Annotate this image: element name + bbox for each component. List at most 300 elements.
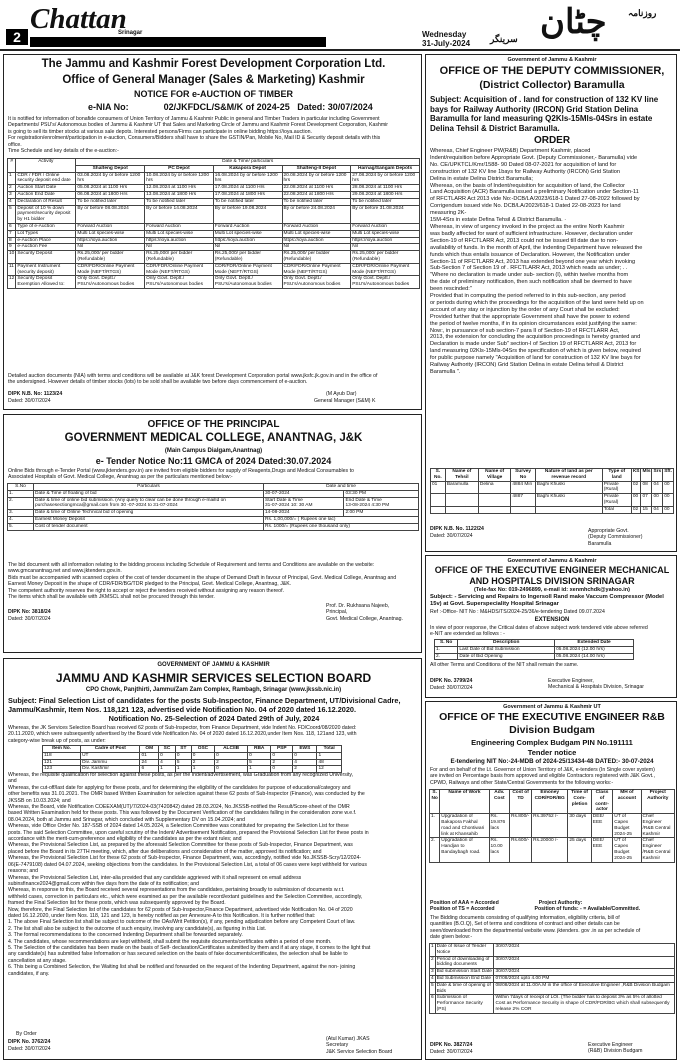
table-cell: CDR/FDR/Online Payment Mode (NEFT/RTGS) [76,263,145,276]
table-cell: 05.08.2024 at 1100 Hrs [76,185,145,192]
table-cell: 1 [159,766,176,773]
text-line: Delina in estate Delina District Baramulla; [430,175,533,182]
ad4-subtitle: (District Collector) Baramulla [479,79,625,91]
gmc-anantnag-tender-notice [3,414,422,653]
text-line: been rescinded:" [430,286,472,293]
table-cell: Forward Auction [213,223,282,230]
text-line: of RFCTLARR Act 2013 vide No:-DCB/LA/2023/618-1 Dated 27-08-2022 followed by [430,196,640,203]
text-line: the period of twelve months, if in its opinion circumstances exist justifying the same: [430,320,637,327]
table-cell: Cost of TD [510,790,532,814]
page-number: 2 [6,29,28,45]
table-cell: DEE/ EEE [591,814,613,838]
table-cell: 30/07/2024 [494,956,675,969]
ad4-government: Government of Jammu & Kashmir [507,57,597,63]
table-cell: Nature of land as per revenue record [535,469,602,482]
schedule-row [8,172,420,185]
table-cell: 22.08.2024 at 1100 Hrs [282,185,351,192]
table-cell: ST [175,746,191,753]
ad1-dated: Dated: 30/07/2024 [8,398,51,404]
table-cell: 03:30 PM [344,490,419,497]
table-cell: Rs.800/- [510,814,532,838]
ad5-reference: Ref :-Office- NIT No : M&HDS/TS/2024-25/36/e-tendering Dated 09.07.2024 [430,609,605,615]
table-cell: 13.08.2024 at 1800 Hrs [145,191,214,198]
text-line: Whereas, the Provisional Selection List, as prepared by the aforesaid Selection Committee for these posts of Sub-Inspector, Finance Department, was [8,842,353,849]
table-cell: Class of contr-actor [591,790,613,814]
ad6-body: The Bidding documents consisting of qualifying information, eligibility criteria, bill of quantities (B.O.Q), Set of terms and conditions of contract and other details can be seen/downloaded from the departmental website www. jktenders. gov .in as per schedule of date given below:- [430,915,641,941]
table-cell: Rs.25,000/ per bidder (Refundable) [76,251,145,264]
table-cell: 08/08/2024 at 11.00A.M in the office of Executive Engineer ,R&B Division Budgam [494,982,675,995]
table-cell: Only Govt. Deptt./ PSU's/Autonomous bodies [282,276,351,289]
table-cell: 2 [8,185,16,192]
ad6-subtitle: Division Budgam [509,724,595,736]
table-cell: Earnest Money Deposit [34,516,264,523]
ad2-tender-number: e- Tender Notice No:11 GMCA of 2024 Dated:30.07.2024 [95,456,332,466]
table-cell: 0 [271,766,293,773]
table-cell: Srs [652,469,663,482]
table-cell [445,494,478,507]
schedule-row [430,982,675,995]
text-line: Corrigendum issued vide No. DCB/LA/2023/618-1 Dated 22-08-2023 for land [430,203,621,210]
text-line: the date of preliminary notification, then such notification shall be deemed to have [430,279,632,286]
table-cell: Upgradation of Handjan to Bandaybagh road. [440,838,489,862]
table-cell: Div. Kashmir [81,766,140,773]
table-cell: 6 [430,995,436,1013]
text-line: Provided that in computing the period referred to in this sub-section, any period [430,293,626,300]
text-line: 06(E-7479108) dated 04.07.2024, seeking objections from the candidates. In the Provisional Selection List, a total of 06 cases were kept withheld for various [8,861,368,868]
table-cell: 07/08/2024 upto 4.00 PM [494,975,675,982]
table-cell: 118 [43,752,81,759]
schedule-row [8,497,419,510]
table-cell: Rs.25,000/ per bidder (Refundable) [145,251,214,264]
table-cell [535,506,602,513]
schedule-row [430,969,675,976]
table-cell: SC [159,746,176,753]
ad6-title: OFFICE OF THE EXECUTIVE ENGINEER R&B [439,711,665,723]
text-line: land measuring 02Kls-15Mls-04Srs the specification of which is given below, required [430,348,641,355]
text-line: 15M-4Srs in estate Defina Tehsil & District Baramulla. · [430,217,567,224]
ad6-dipk: DIPK No. 3827/24 [430,1042,473,1048]
ad6-tender-heading: Tender notice [527,748,577,757]
table-cell: By or before 19.08.2024 [213,205,282,223]
schedule-row [8,516,419,523]
table-cell: To be notified later [213,198,282,205]
schedule-row [8,191,420,198]
post-row [43,752,342,759]
table-cell: 5 [8,205,16,223]
table-cell: Project Authority [641,790,675,814]
table-cell: Only Govt. Deptt./ PSU's/Autonomous bodies [76,276,145,289]
table-cell: 20.08.2024 by or before 1200 hrs [282,172,351,185]
table-cell: 0 [175,752,191,759]
schedule-row [430,995,675,1013]
ad4-title: OFFICE OF THE DEPUTY COMMISSIONER, [439,65,665,77]
table-cell: 1 [248,766,271,773]
table-cell: 05.08.2024 (12.00 hrs) [555,646,634,653]
table-cell: To be notified later [351,198,420,205]
ad4-body [430,148,676,376]
table-cell: 8 [8,237,16,244]
text-line: dated 16.12.2020, under Item Nos. 118, 121 and 123, is hereby notified as per Annexure-A to this Notification. It is further notified that: [8,912,316,919]
table-cell: 2 [191,759,214,766]
text-line: 6. This being a Combined Selection, the Waiting list shall be notified and forwarded on the request of the Indenting Department, against the non- joining [8,964,356,971]
table-cell: Private (Rural) [602,494,631,507]
table-cell: Auction Start Date [16,185,76,192]
ad2-dated: Dated: 30/07/2024 [8,616,51,622]
table-cell: 30/07/2024 [494,944,675,957]
schedule-row [8,244,420,251]
table-cell: 15 [641,506,652,513]
jkssb-selection-notification [3,658,422,1060]
table-cell: Security Deposit Exemption Allowed to: [16,276,76,289]
table-cell: Adv. Cost [489,790,510,814]
table-cell: Total [317,746,342,753]
ad5-signature: Executive Engineer, Mechanical & Hospitals Division, Srinagar [548,678,645,691]
schedule-row [430,956,675,969]
table-cell: Nil [282,244,351,251]
mechanical-hospitals-extension-notice [425,555,677,698]
text-line: reasons; and [8,868,38,875]
table-cell: Name of Work [440,790,489,814]
ad5-subject: Subject: - Servicing and Repairs to Ingersoll Rand make Vaccum Compressor (Model 15v) at Govt. Superspeciality Hospital Srinagar [430,594,664,607]
table-cell: 6 [140,766,159,773]
text-line: Land Acquisition (ACR) Baramulla issued a preliminary Notification under Section-11 [430,189,639,196]
table-cell: Date & Time of floating of bid [34,490,264,497]
table-cell: 5 [248,759,271,766]
table-cell: 17.08.2024 at 1100 Hrs [213,185,282,192]
table-cell: 2 [430,956,436,969]
table-cell: Only Govt. Deptt./ PSU's/Autonomous bodies [351,276,420,289]
table-cell [445,506,478,513]
table-cell: 0 [215,766,248,773]
table-cell: 30 days [568,814,591,838]
table-cell: Multi Lot species-wise [213,230,282,237]
table-cell: e-Auction Place [16,237,76,244]
ad6-works-table [429,789,675,863]
table-cell: 04 [652,481,663,494]
table-cell: Item No. [43,746,81,753]
rnb-budgam-tender-notice [425,701,677,1060]
text-line: Whereas, in view of urgency invoked in the project as the entire North Kashmir [430,223,625,230]
text-line: measuring 2K- [430,210,467,217]
table-cell: Baghi Khuski [535,481,602,494]
table-cell: e-Auction Fee [16,244,76,251]
ad3-posts-table [42,745,342,773]
schedule-row [8,198,420,205]
table-cell: By or before 24.08.2024 [282,205,351,223]
ad4-order-heading: ORDER [533,135,571,146]
table-cell: Declaration of Result [16,198,76,205]
ad2-campus: (Main Campus Dialgam,Anantnag) [164,448,263,454]
table-cell: 01 [140,752,159,759]
text-line: Railway Authority (IRCON) Grid Station Delina in estate Delina tehsil & District [430,362,624,369]
table-cell: UT [81,752,140,759]
ad1-subtitle: Office of General Manager (Sales & Marketing) Kashmir [62,74,365,86]
ad3-dipk: DIPK No. 3762/24 [8,1039,51,1045]
ad2-signature: Prof. Dr. Rukhsana Najeeb, Principal, Govt. Medical College, Anantnag. [326,603,403,622]
table-header-row [430,790,675,814]
masthead [0,0,680,50]
table-cell: 06.08.2024 at 1800 Hrs [76,191,145,198]
schedule-row [430,944,675,957]
ad5-subtitle: AND HOSPITALS DIVISION SRINAGAR [469,576,635,586]
work-row [430,814,675,838]
table-cell: Multi Lot species-wise [76,230,145,237]
table-cell: 1 [175,766,191,773]
table-cell: OM [140,746,159,753]
table-cell: UT of Capex Budget 2024-25 [613,814,641,838]
table-cell: 4887 [511,494,535,507]
ad4-signature: Appropriate Govt. (Deputy Commissioner) Baramulla [588,528,643,547]
text-line: framed the Final Selection list for these posts, which was subsequently approved by the Board. [8,900,226,907]
table-cell: 3 [8,191,16,198]
ad4-dipk: DIPK N.B. No. 1122/24 [430,526,484,532]
text-line: candidates, if any. [8,970,50,977]
table-header-row [43,746,342,753]
land-row [431,506,674,513]
table-cell: Only Govt. Deptt./ PSU's/Autonomous bodies [213,276,282,289]
text-line: 3. The formal recommendations to the concerned Indenting Department shall be forwarded separately. [8,932,243,939]
text-line: 5. The Selection of the candidates has been made on the basis of Self- declaration/Certificates submitted by them and if at any stage, it comes to the light that [8,944,371,951]
text-line: account of any stay or injunction by the order of any Court shall be excluded: [430,306,620,313]
table-cell: PSP [271,746,293,753]
table-cell: https://ioya.auction [351,237,420,244]
table-cell: 12 [8,276,16,289]
table-cell: Last Date of Bid Submission [458,646,555,653]
table-cell: 4. [8,516,34,523]
table-cell: CDR / FDR / Online security deposit end date [16,172,76,185]
ad3-by-order: By Order [16,1031,37,1037]
table-cell: 1 [191,766,214,773]
text-line: "Where no declaration is made under sub- section (I), within twelve months from [430,272,629,279]
text-line: funds which thus entails issuance of Declaration. However, the Notification under [430,251,630,258]
table-cell [478,506,511,513]
text-line: Whereas, the requisite qualification for selection against these posts, as per the Indent/advertisement, was Graduation from any recognized University, [8,772,354,778]
text-line: withheld cases, correction in particulars etc., which were examined as per the available record/extant guidelines and the Selection Committee, accordingly, [8,893,363,900]
text-line: Whereas, the Board, vide Notification COEEXAM(UT)/7/2024-03(7420842) dated 28.03.2024, No.JKSSB-notified the Result/Score-sheet of the OMR [8,804,350,811]
table-cell: 00 [663,494,674,507]
table-cell: 2 [271,759,293,766]
table-cell: 00 [663,481,674,494]
table-cell: Mls [641,469,652,482]
table-header-row [435,640,634,647]
table-cell: 0 [159,752,176,759]
text-line: 1. The above Final Selection list shall be subject to outcome of the OAs/Writ Petition(s), if any, pending adjudication before any Competent Court of law. [8,919,356,926]
table-cell: Rs.20000 /- [532,838,568,862]
table-cell: 1. [430,814,440,838]
table-cell: ALC/IB [215,746,248,753]
table-cell: 30/07/2024 [494,969,675,976]
table-cell: 5. [8,523,34,530]
schedule-row [8,490,419,497]
table-cell: Cadre of Post [81,746,140,753]
table-cell: 48 [317,759,342,766]
table-cell: Deposit of 10 % down payment/security deposit by H1 bidder [16,205,76,223]
table-cell: Rs.25,000/ per bidder (Refundable) [351,251,420,264]
ad1-intro: It is notified for information of bonafide consumers of Union Territory of Jammu & Kashmir Public in general and Timber Traders in particular including Government Departments/ PSU's/ Autonomous bodies of Jammu & Kashmir UT that Sales and Marketing Circle of Jammu and Kashmir Forest Development Corporation, Kashmir is going to sell its timber stocks at various sale depots. Interested persons/Firms can participate in online bidding https://ioya.auction. For registration/enrolment/participation in e-auction, Consumers/Bidders shall have to share the GSTIN/Pan, Mobile No, Mail ID & Security deposit details with this office. Time Schedule and key details of the e-auction:- [8,116,389,155]
table-cell: 29.08.2024 at 1800 Hrs [351,191,420,198]
text-line: posts. The said Selection Committee, upon careful scrutiny of the Indent/ Advertisement Notification, prepared the Provisional Selection List for these posts in [8,829,369,836]
table-cell: Submission of Performance Security (PS) [435,995,494,1013]
table-cell: Forward Auction [351,223,420,230]
table-cell: 2. [435,653,458,660]
ad6-government: Government of Jammu & Kashmir UT [503,704,601,710]
table-cell: By or before 08.08.2024 [76,205,145,223]
ad3-dated: Dated: 30/07/2024 [8,1046,51,1052]
ad2-subtitle: GOVERNMENT MEDICAL COLLEGE, ANANTNAG, J&K [64,432,363,444]
text-line: construction of 132 KV line 1bays for Railway Authority (IRCON) Grid Station [430,168,620,175]
ad5-body: In view of poor response, the Critical dates of above subject work tendered vide above referred e-NIT are extended as follows : - [430,625,648,638]
table-cell: https://ioya.auction [282,237,351,244]
schedule-row [8,230,420,237]
table-cell: Payment Instrument (security deposit) [16,263,76,276]
text-line: Now:, in pursuance of sub section-7 para II of Section-19 of RFCTLARR Act, [430,327,620,334]
ad1-nia-number: e-NIA No: 02/JKFDCL/S&M/K of 2024-25 Dated: 30/07/2024 [88,102,373,112]
table-cell: 00 [652,494,663,507]
ad1-schedule-table: # Activity Date & Time/ particulars Shalteng Depot PC Depot Kakapora Depot Shalteng-II Depot Harnag/Sangam Depots 1 CDR / FDR / Online security deposit end date 03.08.2024 by or before 1200 hrs 10.08.2024 by or before 1200 hrs 16.08.2024 by or before 1200 hrs 20.08.2024 by or before 1200 hrs 27.08.2024 by or before 1200 hrs 2 Auction Start Date 05.08.2024 at 1100 Hrs 12.08.2024 at 1100 Hrs 17.08.2024 at 1100 Hrs 22.08.2024 at 1100 Hrs 28.08.2024 at 1100 Hrs 3 Auction End Date 06.08.2024 at 1800 Hrs 13.08.2024 at 1800 Hrs 17.08.2024 at 1800 Hrs 22.08.2024 at 1800 Hrs 29.08.2024 at 1800 Hrs 4 Declaration of Result To be notified later To be notified later To be notified later To be notified later To be notified later 5 Deposit of 10 % down payment/security deposit by H1 bidder By or before 08.08.2024 By or before 14.08.2024 By or before 19.08.2024 By or before 24.08.2024 By or before 31.08.2024 6 Type of e-Auction Forward Auction Forward Auction Forward Auction Forward Auction Forward Auction 7 Lot Types Multi Lot species-wise Multi Lot species-wise Multi Lot species-wise Multi Lot species-wise Multi Lot species-wise 8 e-Auction Place https://ioya.auction https://ioya.auction https://ioya.auction https://ioya.auction https://ioya.auction 9 e-Auction Fee Nil Nil Nil Nil Nil 10 Security Deposit Rs.25,000/ per bidder (Refundable) Rs.25,000/ per bidder (Refundable) Rs.25,000/ per bidder (Refundable) Rs.25,000/ per bidder (Refundable) Rs.25,000/ per bidder (Refundable) 11 Payment Instrument (security deposit) CDR/FDR/Online Payment Mode (NEFT/RTGS) CDR/FDR/Online Payment Mode (NEFT/RTGS) CDR/FDR/Online Payment Mode (NEFT/RTGS) CDR/FDR/Online Payment Mode (NEFT/RTGS) CDR/FDR/Online Payment Mode (NEFT/RTGS) 12 Security Deposit Exemption Allowed to: Only Govt. Deptt./ PSU's/Autonomous bodies Only Govt. Deptt./ PSU's/Autonomous bodies Only Govt. Deptt./ PSU's/Autonomous bodies Only Govt. Deptt./ PSU's/Autonomous bodies Only Govt. Deptt./ PSU's/Autonomous bodies [7,158,420,289]
ad6-positions: Position of AAA = Accorded Project Authority: Position of TS = Accorded Position of funds: - = Available/Committed. [430,900,641,913]
dc-baramulla-land-acquisition-order [425,54,677,552]
text-line: was badly affected for want of sufficient infrastructure. However, declaration under [430,230,633,237]
schedule-row [430,975,675,982]
urdu-masthead-right: روزنامہ [628,8,657,18]
text-line: JKSSB on 10.03.2024; and [8,797,71,804]
table-cell: Nil [213,244,282,251]
table-cell: Rs.39752 /- [532,814,568,838]
table-cell: 4 [431,975,434,981]
ad6-nit-number: E-tendering NIT No:-24-MDB of 2024-25/13434-48 DATED:- 30-07-2024 [450,758,654,765]
table-cell: Date & time of online bid submission. (Any query to clear can be done through e-mailId on purchasesectiongmca@gmail.com from 30 -07-2024 to 31-07-2024 [34,497,264,510]
table-cell: Rs.25,000/ per bidder (Refundable) [213,251,282,264]
table-cell: S. No. [431,469,446,482]
text-line: No. CE/UPKTCL/Kmr/1588- 90 Dated 08-07-2021 for acquisition of land for [430,161,617,168]
table-cell [431,494,446,507]
table-cell: Date of Bid Opening [458,653,555,660]
table-cell: 04 [652,506,663,513]
text-line: for public purpose namely "Acquisition of land for construction of 132 KV line bays for [430,355,641,362]
table-cell: 0 [215,752,248,759]
urdu-city: سرینگر [490,34,518,44]
schedule-row [8,263,420,276]
table-cell: 0 [191,752,214,759]
table-cell: 1 [8,172,16,185]
table-cell [511,506,535,513]
date-row [435,646,634,653]
ad3-government: GOVERNMENT OF JAMMU & KASHMIR [157,662,270,668]
table-cell: 1 [317,752,342,759]
ad6-intro: For and on behalf of the Lt. Governor of Union Territory of J&K, e-tenders (In Single cover system) are invited on Percentage basis from approved and eligible Contractors registered with J&K Govt., CPWD, Railways and other State/Central Governments for the following works:- [430,767,655,786]
ad5-footer: All other Terms and Conditions of the NIT shall remain the same. [430,662,579,668]
table-cell: To be notified later [76,198,145,205]
table-cell: 10.08.2024 by or before 1200 hrs [145,172,214,185]
table-cell: 12 [317,766,342,773]
table-header-row [431,469,674,482]
table-cell: Rs.25,000/ per bidder (Refundable) [282,251,351,264]
table-cell: Chief Engineer /R&B Central Kashmir [641,814,675,838]
text-line: Whereas, Chief Engineer PW(R&B) Department Kashmir, placed [430,148,591,154]
table-cell: 7 [8,230,16,237]
table-cell: S. No [430,790,440,814]
table-cell: Only Govt. Deptt./ PSU's/Autonomous bodies [145,276,214,289]
ad3-subject: Subject: Final Selection List of candidates for the posts Sub-Inspector, Finance Department, UT/Divisional Cadre, Jammu/Kashmir, Item Nos. 118,121 123, advertised vide Notification No. 04 of 2020 dated 16.12.2020. Notification No. 25-Selection of 2024 Dated 29th of July, 2024 [8,696,401,723]
text-line: Provided further that the appropriate Government shall have the power to extend [430,313,630,320]
table-cell: S. No [435,640,458,647]
table-cell: Emoney CDR/FDR/BG [532,790,568,814]
text-line: Whereas, the cut-off/last date for applying for these posts, and for determining the eligibility of the candidates for purpose of educational/category and [8,784,351,791]
table-cell: Private (Rural) [602,481,631,494]
table-cell: 2 [293,766,317,773]
text-line: Section-11 of RFCTLARR Act, 2013 has extended beyond one year which invoking [430,258,636,265]
table-cell: Multi Lot species-wise [145,230,214,237]
table-cell: Multi Lot species-wise [282,230,351,237]
ad2-schedule-table: S.No Particulars Date and time 1. Date & Time of floating of bid 30-07-2024 03:30 PM 2. Date & time of online bid submission. (Any query to clear can be done through e-mailId on purchasesectiongmca@gmail.com from 30 -07-2024 to 31-07-2024 Start Date & Time 31-07-2024 10: 30 AM End Date & Time 13-08-2024 4:30 PM 3. Date & time of Online Technical bid of opening 14-08-2024 2:00 PM 4. Earnest Money Deposit Rs. 1,00,000/= ( Rupees one lac) 5. Cost of tender document Rs. 1000/= (Rupees one thousand only) [7,483,419,531]
table-cell: Multi Lot species-wise [351,230,420,237]
ad5-dated: Dated: 30/07/2024 [430,685,473,691]
text-line: 08.04.2024, both at Jammu and Srinagar, which concluded with Supplementary DV on 15.04.2024; and [8,816,246,823]
table-cell: 07 [641,494,652,507]
ad4-land-table [430,468,674,514]
table-cell: 2. [8,497,34,510]
table-cell: 4 [293,759,317,766]
ad6-address: Engineering Complex Budgam PIN No.191111 [471,738,633,747]
text-line: Section-19 of RFCTLARR Act, 2013 could not be issued till date due to non- [430,237,619,244]
ad5-title: OFFICE OF THE EXECUTIVE ENGINEER MECHANICAL [434,565,670,575]
table-cell: Chief Engineer /R&B Central Kashmir [641,838,675,862]
table-cell: OSC [191,746,214,753]
table-cell: Within 7days of receipt of LOI. (The bidder has to deposit 3% as 5% of allotted Cost as Performance Security in shape of CDR/FDR/BG which shall subsequently release 2% COR [494,995,675,1013]
land-row [431,481,674,494]
table-cell: 30-07-2024 [264,490,344,497]
table-cell: Extended Date [555,640,634,647]
table-cell: 9 [8,244,16,251]
table-cell: Rs. 1000/= (Rupees one thousand only) [264,523,419,530]
table-cell: Period of downloading of bidding documents [435,956,494,969]
masthead-day: Wednesday [422,30,467,39]
table-cell: UT of Capex Budget 2024-25 [613,838,641,862]
schedule-row [8,205,420,223]
table-cell: 4 [8,198,16,205]
table-cell [431,506,446,513]
table-cell: 05.08.2024 (14.00 hrs) [555,653,634,660]
schedule-row [8,237,420,244]
schedule-row [8,185,420,192]
table-cell: Forward Auction [76,223,145,230]
table-cell: RBA [248,746,271,753]
table-cell: 28.08.2024 at 1100 Hrs [351,185,420,192]
table-cell: Nil [145,244,214,251]
text-line: other benefits was 31.01.2021. The OMR based Written Examination for selection against these 62 posts of Sub-Inspector (Finance), was conducted by the [8,791,365,798]
table-cell: KS [631,469,641,482]
text-line: Whereas, in response to this, the Board received several representations from the candidates, pertaining broadly to submission of documents w.r.t. [8,887,345,894]
table-cell: https://ioya.auction [76,237,145,244]
table-cell: EWS [293,746,317,753]
table-cell: Cost of tender document [34,523,264,530]
table-cell: Date of Issue of Tender Notice [435,944,494,957]
text-line: 4. The candidates, whose recommendations are kept withheld, shall submit the requisite documents/certificates within a period of one month. [8,938,332,945]
ad3-signature: (Atul Kumar) JKAS Secretary J&K Service Selection Board [326,1036,393,1055]
table-cell: End Date & Time 13-08-2024 4:30 PM [344,497,419,510]
table-cell: 5 [175,759,191,766]
ad6-schedule-table [429,943,675,1014]
text-line: and [8,778,17,785]
text-line: 2013, the extension for concluding the acquisition proceedings is hereby granted and [430,334,641,341]
table-cell: 2:00 PM [344,510,419,517]
table-cell: 1. [8,490,34,497]
table-cell: By or before 14.08.2024 [145,205,214,223]
text-line: any candidate(s) has submitted false Information or has secured selection on the basis of fake documents/certificates, the selection shall be liable to [8,951,348,958]
table-cell: 3 [431,969,434,975]
table-cell: Rs. 10.00 lacs [489,838,510,862]
table-cell: https://ioya.auction [145,237,214,244]
